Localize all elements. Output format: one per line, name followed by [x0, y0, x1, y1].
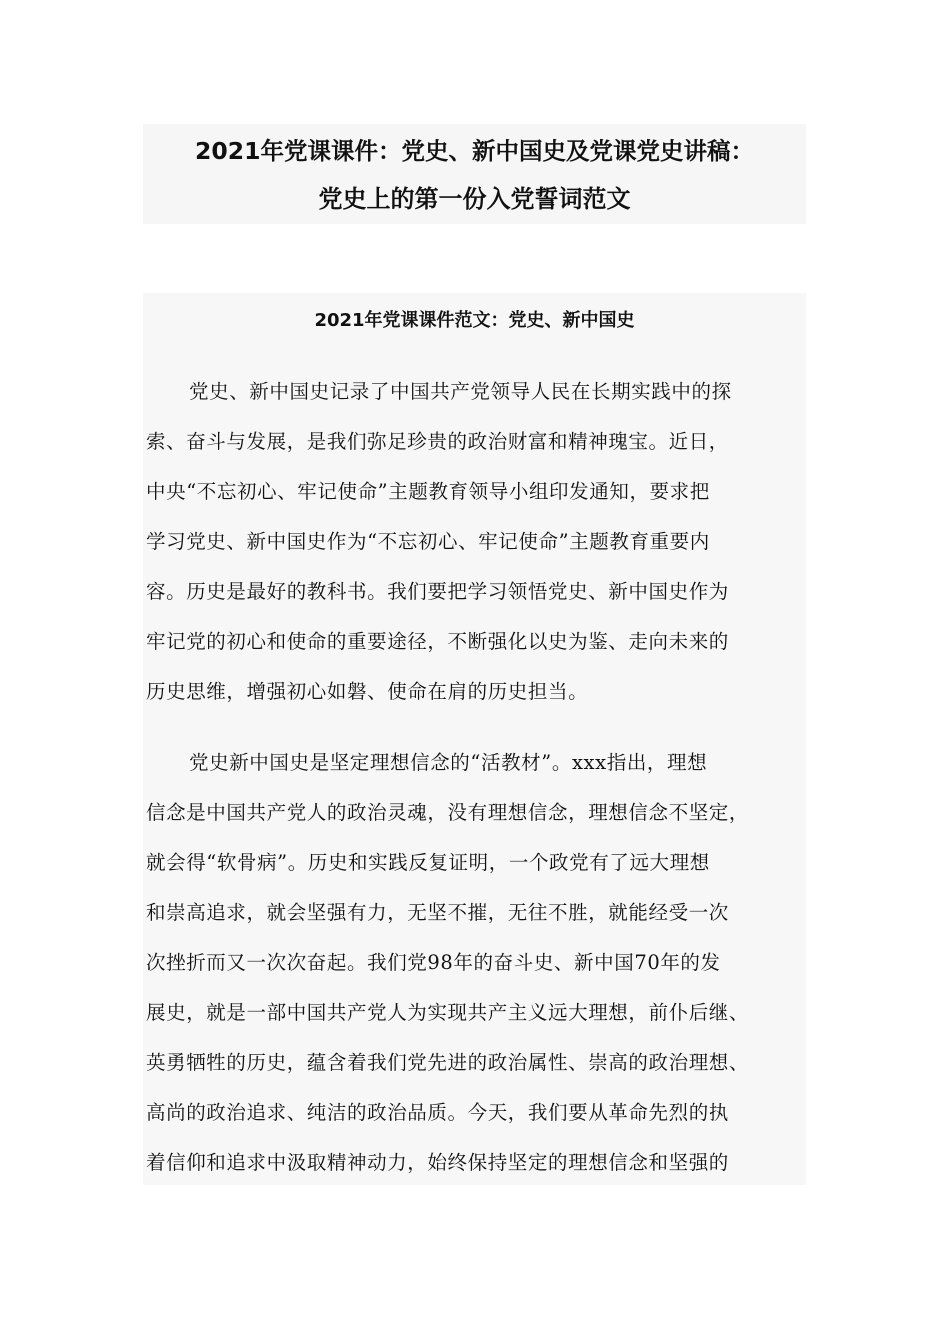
paragraph-1-line: 中央“不忘初心、牢记使命”主题教育领导小组印发通知，要求把: [146, 480, 710, 503]
paragraph-1-line: 容。历史是最好的教科书。我们要把学习领悟党史、新中国史作为: [146, 580, 729, 603]
paragraph-2-line: 高尚的政治追求、纯洁的政治品质。今天，我们要从革命先烈的执: [146, 1101, 729, 1124]
document-body: [143, 293, 806, 1185]
title-line-1: 2021年党课课件：党史、新中国史及党课党史讲稿：: [195, 137, 754, 165]
document-title: [143, 124, 806, 224]
paragraph-2-line: 英勇牺牲的历史，蕴含着我们党先进的政治属性、崇高的政治理想、: [146, 1051, 750, 1074]
paragraph-1-line: 党史、新中国史记录了中国共产党领导人民在长期实践中的探: [189, 380, 732, 403]
paragraph-1-line: 历史思维，增强初心如磐、使命在肩的历史担当。: [146, 680, 589, 703]
paragraph-2-line: 展史，就是一部中国共产党人为实现共产主义远大理想，前仆后继、: [146, 1001, 750, 1024]
paragraph-2-line: 就会得“软骨病”。历史和实践反复证明，一个政党有了远大理想: [146, 851, 710, 874]
title-line-2: 党史上的第一份入党誓词范文: [318, 185, 631, 213]
paragraph-1-line: 牢记党的初心和使命的重要途径，不断强化以史为鉴、走向未来的: [146, 630, 729, 653]
paragraph-1-line: 索、奋斗与发展，是我们弥足珍贵的政治财富和精神瑰宝。近日，: [146, 430, 729, 453]
paragraph-1-line: 学习党史、新中国史作为“不忘初心、牢记使命”主题教育重要内: [146, 530, 710, 553]
paragraph-2-line: 和崇高追求，就会坚强有力，无坚不摧，无往不胜，就能经受一次: [146, 901, 729, 924]
paragraph-2-line: 着信仰和追求中汲取精神动力，始终保持坚定的理想信念和坚强的: [146, 1151, 729, 1174]
paragraph-2-line: 信念是中国共产党人的政治灵魂，没有理想信念，理想信念不坚定，: [146, 801, 750, 824]
paragraph-2-line: 次挫折而又一次次奋起。我们党98年的奋斗史、新中国70年的发: [146, 951, 721, 974]
paragraph-2-line: 党史新中国史是坚定理想信念的“活教材”。xxx指出，理想: [189, 751, 708, 774]
section-subtitle: 2021年党课课件范文：党史、新中国史: [314, 310, 635, 331]
